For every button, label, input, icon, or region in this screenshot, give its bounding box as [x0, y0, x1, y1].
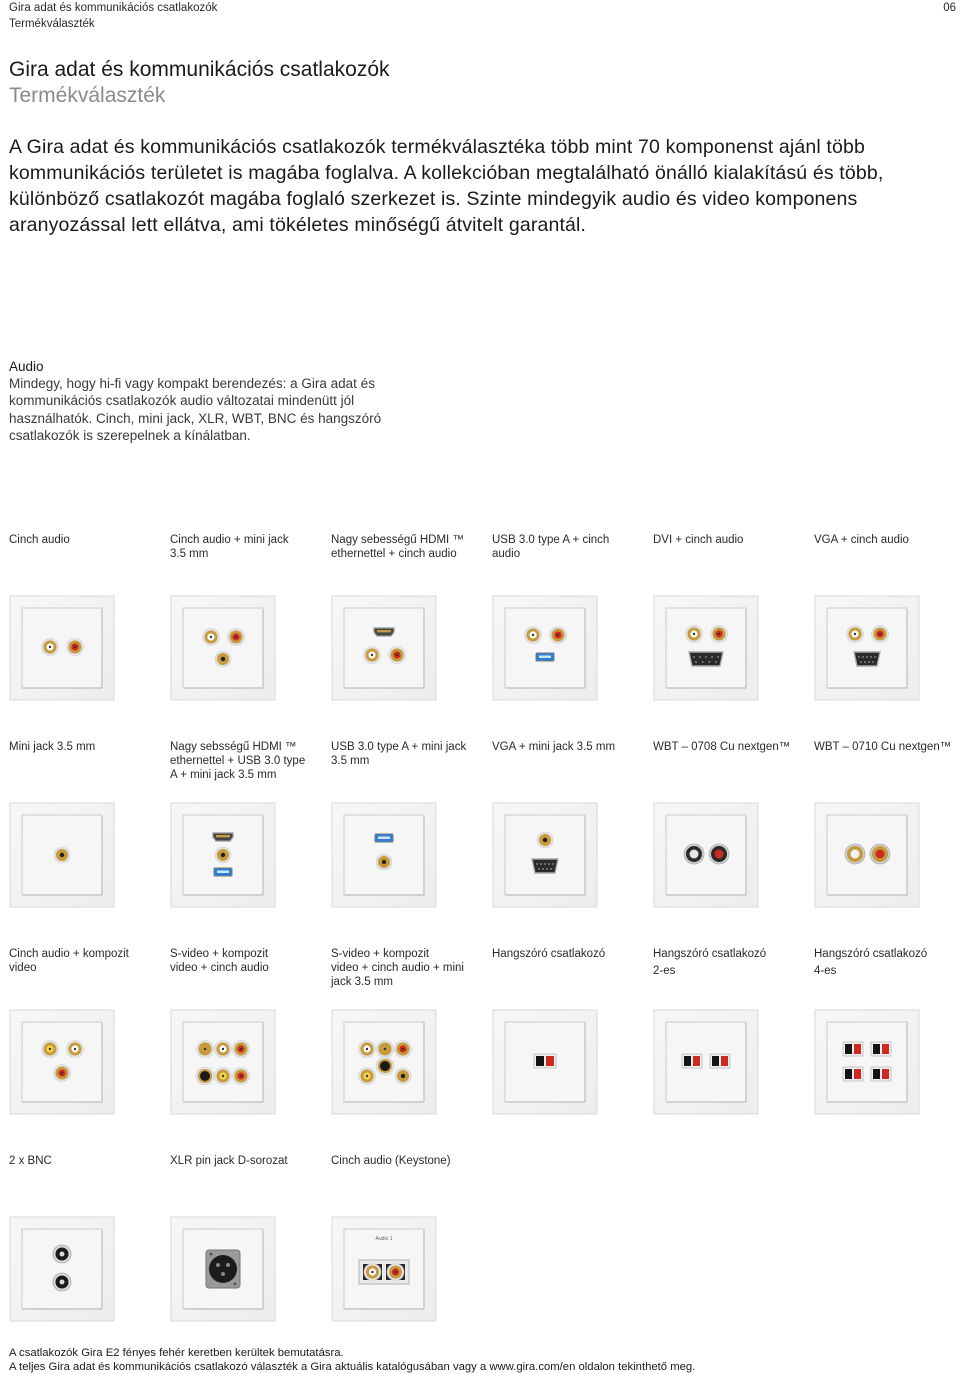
product-image [9, 802, 115, 908]
product-image [492, 802, 598, 908]
product-label-line: Hangszóró csatlakozó [492, 948, 606, 960]
product-label-line: Cinch audio [9, 534, 70, 546]
product-label-line: video + cinch audio + mini [331, 962, 464, 974]
frame-insert [827, 608, 907, 688]
svideo-cinch-plate-icon [170, 1009, 276, 1115]
vga-cinch-plate-icon [814, 595, 920, 701]
product-image [331, 802, 437, 908]
product-label-line: WBT – 0710 Cu nextgen™ [814, 741, 952, 753]
product-image [9, 1009, 115, 1115]
footer-line-2: A teljes Gira adat és kommunikációs csatlakozó választék a Gira aktuális katalógusában vagy a www.gira.com/en oldalon tekinthető meg. [9, 1361, 696, 1373]
product-label-line: Nagy sebsségű HDMI ™ [170, 741, 297, 753]
product-label-line: WBT – 0708 Cu nextgen™ [653, 741, 791, 753]
speaker-2-plate-icon [653, 1009, 759, 1115]
product-label-line: 2-es [653, 965, 676, 977]
running-subtitle: Termékválaszték [9, 18, 95, 30]
dvi-cinch-plate-icon [653, 595, 759, 701]
page-title: Gira adat és kommunikációs csatlakozók [9, 58, 390, 81]
product-label-line: A + mini jack 3.5 mm [170, 769, 277, 781]
product-label [170, 740, 322, 782]
frame-insert [22, 1229, 102, 1309]
bnc-plate-icon [9, 1216, 115, 1322]
product-image [492, 595, 598, 701]
product-image [170, 1009, 276, 1115]
product-label-line: ethernettel + USB 3.0 type [170, 755, 306, 767]
plate-label-text: Audio 1 [375, 1236, 393, 1242]
product-label-line: Hangszóró csatlakozó [814, 948, 928, 960]
product-image [653, 1009, 759, 1115]
vga-port-icon [532, 859, 558, 873]
product-label [9, 1154, 161, 1168]
hdmi-cinch-plate-icon [331, 595, 437, 701]
product-label [653, 947, 805, 978]
product-label-line: Mini jack 3.5 mm [9, 741, 96, 753]
product-label [653, 533, 805, 547]
product-label-line: USB 3.0 type A + mini jack [331, 741, 467, 753]
product-label [9, 740, 161, 754]
page-subtitle: Termékválaszték [9, 84, 166, 107]
product-label-line: USB 3.0 type A + cinch [492, 534, 610, 546]
frame-insert [827, 815, 907, 895]
frame-insert [183, 1022, 263, 1102]
frame-insert [22, 1022, 102, 1102]
product-image [814, 595, 920, 701]
product-label [170, 1154, 322, 1168]
product-image [653, 802, 759, 908]
product-image [170, 595, 276, 701]
product-label-line: Nagy sebességű HDMI ™ [331, 534, 464, 546]
cinch-audio-plate-icon [9, 595, 115, 701]
vga-port-icon [854, 652, 880, 666]
speaker-4-plate-icon [814, 1009, 920, 1115]
product-label [9, 947, 161, 975]
product-label-line: VGA + mini jack 3.5 mm [492, 741, 616, 753]
frame-insert [666, 815, 746, 895]
usb-minijack-plate-icon [331, 802, 437, 908]
product-image [170, 802, 276, 908]
running-header [9, 0, 217, 32]
product-label [814, 533, 960, 547]
frame-insert [827, 1022, 907, 1102]
frame-insert [505, 815, 585, 895]
product-label [170, 947, 322, 975]
audio-heading: Audio [9, 359, 44, 374]
speaker-plate-icon [492, 1009, 598, 1115]
product-label-line: XLR pin jack D-sorozat [170, 1155, 288, 1167]
product-label-line: audio [492, 548, 521, 560]
product-label-line: Hangszóró csatlakozó [653, 948, 767, 960]
svideo-cinch-minijack-plate-icon [331, 1009, 437, 1115]
page-number: 06 [943, 2, 956, 14]
product-image [492, 1009, 598, 1115]
product-label-line: Cinch audio + mini jack [170, 534, 289, 546]
product-label [492, 947, 644, 961]
keystone-cinch-plate-icon [331, 1216, 437, 1322]
product-label-line: Cinch audio (Keystone) [331, 1155, 451, 1167]
usb-cinch-plate-icon [492, 595, 598, 701]
frame-insert [344, 608, 424, 688]
product-label-line: video [9, 962, 37, 974]
frame-insert [22, 608, 102, 688]
product-label [331, 1154, 483, 1168]
product-image [331, 1216, 437, 1322]
product-label [9, 533, 161, 547]
product-label [653, 740, 805, 754]
product-label [331, 740, 483, 768]
cinch-composite-plate-icon [9, 1009, 115, 1115]
product-label [331, 533, 483, 561]
product-label-line: 3.5 mm [331, 755, 370, 767]
intro-paragraph: A Gira adat és kommunikációs csatlakozók termékválasztéka több mint 70 komponenst ajánl több kommunikációs területet is magába foglalva. A kollekcióban megtalálható önálló kialakítású és több, különböző csatlakozót magába foglaló szerkezet is. Szinte mindegyik audio és video komponens aranyozással lett ellátva, ami tökéletes minőségű átvitelt garantál. [9, 136, 884, 236]
frame-insert [666, 608, 746, 688]
frame-insert [505, 608, 585, 688]
hdmi-usb-minijack-plate-icon [170, 802, 276, 908]
cinch-minijack-plate-icon [170, 595, 276, 701]
xlr-plate-icon [170, 1216, 276, 1322]
footer-line-1: A csatlakozók Gira E2 fényes fehér keretben kerültek bemutatásra. [9, 1347, 344, 1359]
product-label-line: Cinch audio + kompozit [9, 948, 129, 960]
product-image [9, 595, 115, 701]
product-label-line: 3.5 mm [170, 548, 209, 560]
product-label [814, 740, 960, 754]
product-image [331, 595, 437, 701]
product-label [331, 947, 483, 989]
footer-note [9, 1346, 695, 1374]
product-label-line: ethernettel + cinch audio [331, 548, 457, 560]
product-label [814, 947, 960, 978]
product-image [814, 1009, 920, 1115]
product-label-line: VGA + cinch audio [814, 534, 909, 546]
product-label-line: 2 x BNC [9, 1155, 52, 1167]
product-label [170, 533, 322, 561]
product-label-line: S-video + kompozit [331, 948, 430, 960]
product-label-line: jack 3.5 mm [331, 976, 393, 988]
audio-paragraph: Mindegy, hogy hi-fi vagy kompakt berendezés: a Gira adat és kommunikációs csatlakozók audio változatai mindenütt jól használhatók. Cinch, mini jack, XLR, WBT, BNC és hangszóró csatlakozók is szerepelnek a kínálatban. [9, 376, 382, 443]
dvi-port-icon [689, 652, 723, 666]
vga-minijack-plate-icon [492, 802, 598, 908]
product-image [653, 595, 759, 701]
product-label-line: S-video + kompozit [170, 948, 269, 960]
product-label-line: video + cinch audio [170, 962, 269, 974]
product-label [492, 740, 644, 754]
running-title: Gira adat és kommunikációs csatlakozók [9, 2, 218, 14]
product-label [492, 533, 644, 561]
product-image [170, 1216, 276, 1322]
wbt-0708-plate-icon [653, 802, 759, 908]
product-image [331, 1009, 437, 1115]
wbt-0710-plate-icon [814, 802, 920, 908]
frame-insert [666, 1022, 746, 1102]
product-label-line: DVI + cinch audio [653, 534, 744, 546]
minijack-plate-icon [9, 802, 115, 908]
product-label-line: 4-es [814, 965, 837, 977]
frame-insert [183, 608, 263, 688]
product-image [9, 1216, 115, 1322]
product-image [814, 802, 920, 908]
